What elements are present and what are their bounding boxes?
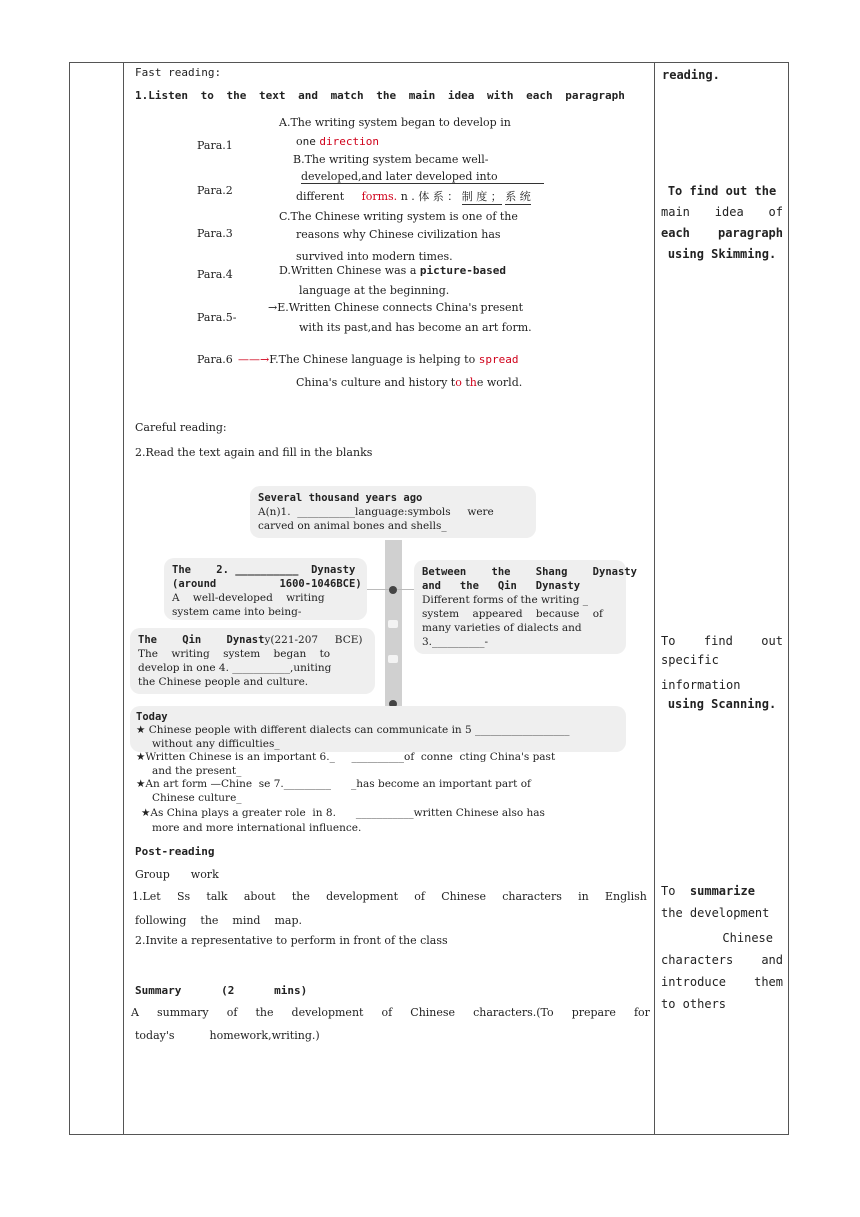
today-item-2: ★Written Chinese is an important 6._ __________of conne cting China's past [136, 751, 556, 763]
idea-c-line3: survived into modern times. [296, 250, 453, 263]
idea-d-line2: language at the beginning. [299, 284, 450, 297]
idea-a-line2: one direction [296, 135, 379, 148]
para-label: Para.3 [197, 227, 233, 240]
today-item-3: ★An art form —Chine se 7._________ _has become an important part of [136, 778, 531, 790]
fast-reading-heading: Fast reading: [135, 66, 222, 79]
table-column-divider-left [123, 62, 124, 1135]
post-reading-item-2: 2.Invite a representative to perform in front of the class [135, 934, 448, 947]
fast-reading-task: 1.Listen to the text and match the main idea with each paragraph [135, 89, 625, 102]
highlight-direction: direction [319, 135, 379, 148]
timeline-dot [389, 586, 397, 594]
mindmap-node-shang-dynasty: The 2. __________ Dynasty (around 1600-1046BCE) A well-developed writing system came into being- [164, 558, 367, 620]
idea-c-line1: C.The Chinese writing system is one of the [279, 210, 518, 223]
arrow-icon: → [268, 301, 278, 314]
purpose-scanning: To find out specific information using Scanning. [661, 634, 783, 711]
today-item-4-cont: more and more international influence. [152, 822, 362, 834]
idea-f-line2: China's culture and history to the world. [296, 376, 523, 389]
purpose-reading: reading. [662, 68, 720, 82]
connector-line [367, 589, 389, 590]
purpose-summarize: To summarize the development Chinese characters and introduce them to others [661, 884, 783, 1011]
idea-c-line2: reasons why Chinese civilization has [296, 228, 501, 241]
post-reading-heading: Post-reading [135, 845, 215, 858]
summary-line-2: today's homework,writing.) [135, 1029, 320, 1042]
today-item-2-cont: and the present_ [152, 765, 242, 777]
table-column-divider-right [654, 62, 655, 1135]
idea-b-line1: B.The writing system became well- [293, 153, 489, 166]
mindmap-node-several-thousand-years: Several thousand years ago A(n)1. ___________language:symbols were carved on animal bones and shells_ [250, 486, 536, 538]
para-label: Para.2 [197, 184, 233, 197]
para-label: Para.4 [197, 268, 233, 281]
today-item-3-cont: Chinese culture_ [152, 792, 242, 804]
idea-b-line2: developed,and later developed into [301, 170, 544, 184]
today-item-1-cont: without any difficulties_ [152, 738, 280, 750]
arrow-icon: ——→ [238, 353, 270, 366]
timeline-marker [388, 655, 398, 663]
today-title: Today [136, 711, 168, 723]
idea-b-line3: different forms. n . 体 系 ： 制 度 ； 系 统 [296, 190, 531, 203]
idea-e-line2: with its past,and has become an art form. [299, 321, 532, 334]
summary-line-1: A summary of the development of Chinese characters.(To prepare for [131, 1006, 650, 1019]
para-label: Para.6 [197, 353, 233, 366]
idea-d-line1: D.Written Chinese was a picture-based [279, 264, 506, 277]
idea-f-line1: ——→F.The Chinese language is helping to spread [238, 353, 519, 366]
careful-reading-task: 2.Read the text again and fill in the blanks [135, 446, 373, 459]
highlight-forms: forms. [361, 190, 398, 203]
today-item-1: ★ Chinese people with different dialects can communicate in 5 __________________ [136, 724, 570, 736]
para-label: Para.1 [197, 139, 233, 152]
purpose-skimming: To find out the main idea of each paragraph using Skimming. [661, 184, 783, 261]
post-reading-item-1-cont: following the mind map. [135, 914, 302, 927]
idea-e-line1: →E.Written Chinese connects China's present [268, 301, 524, 314]
idea-a-line1: A.The writing system began to develop in [279, 116, 511, 129]
group-work-label: Group work [135, 868, 219, 881]
mindmap-node-shang-to-qin: Between the Shang Dynasty and the Qin Dynasty Different forms of the writing _ system appeared because of many varieties of dialects and 3.__________- [414, 560, 626, 654]
today-item-4: ★As China plays a greater role in 8. ___________written Chinese also has [141, 807, 545, 819]
post-reading-item-1: 1.Let Ss talk about the development of Chinese characters in English [132, 890, 647, 903]
careful-reading-heading: Careful reading: [135, 421, 227, 434]
highlight-spread: spread [478, 353, 519, 366]
summary-heading: Summary (2 mins) [135, 984, 308, 997]
connector-line [397, 589, 414, 590]
para-label: Para.5- [197, 311, 237, 324]
timeline-marker [388, 620, 398, 628]
mindmap-node-qin-dynasty: The Qin Dynasty(221-207 BCE) The writing system began to develop in one 4. ___________,uniting the Chinese people and culture. [130, 628, 375, 694]
